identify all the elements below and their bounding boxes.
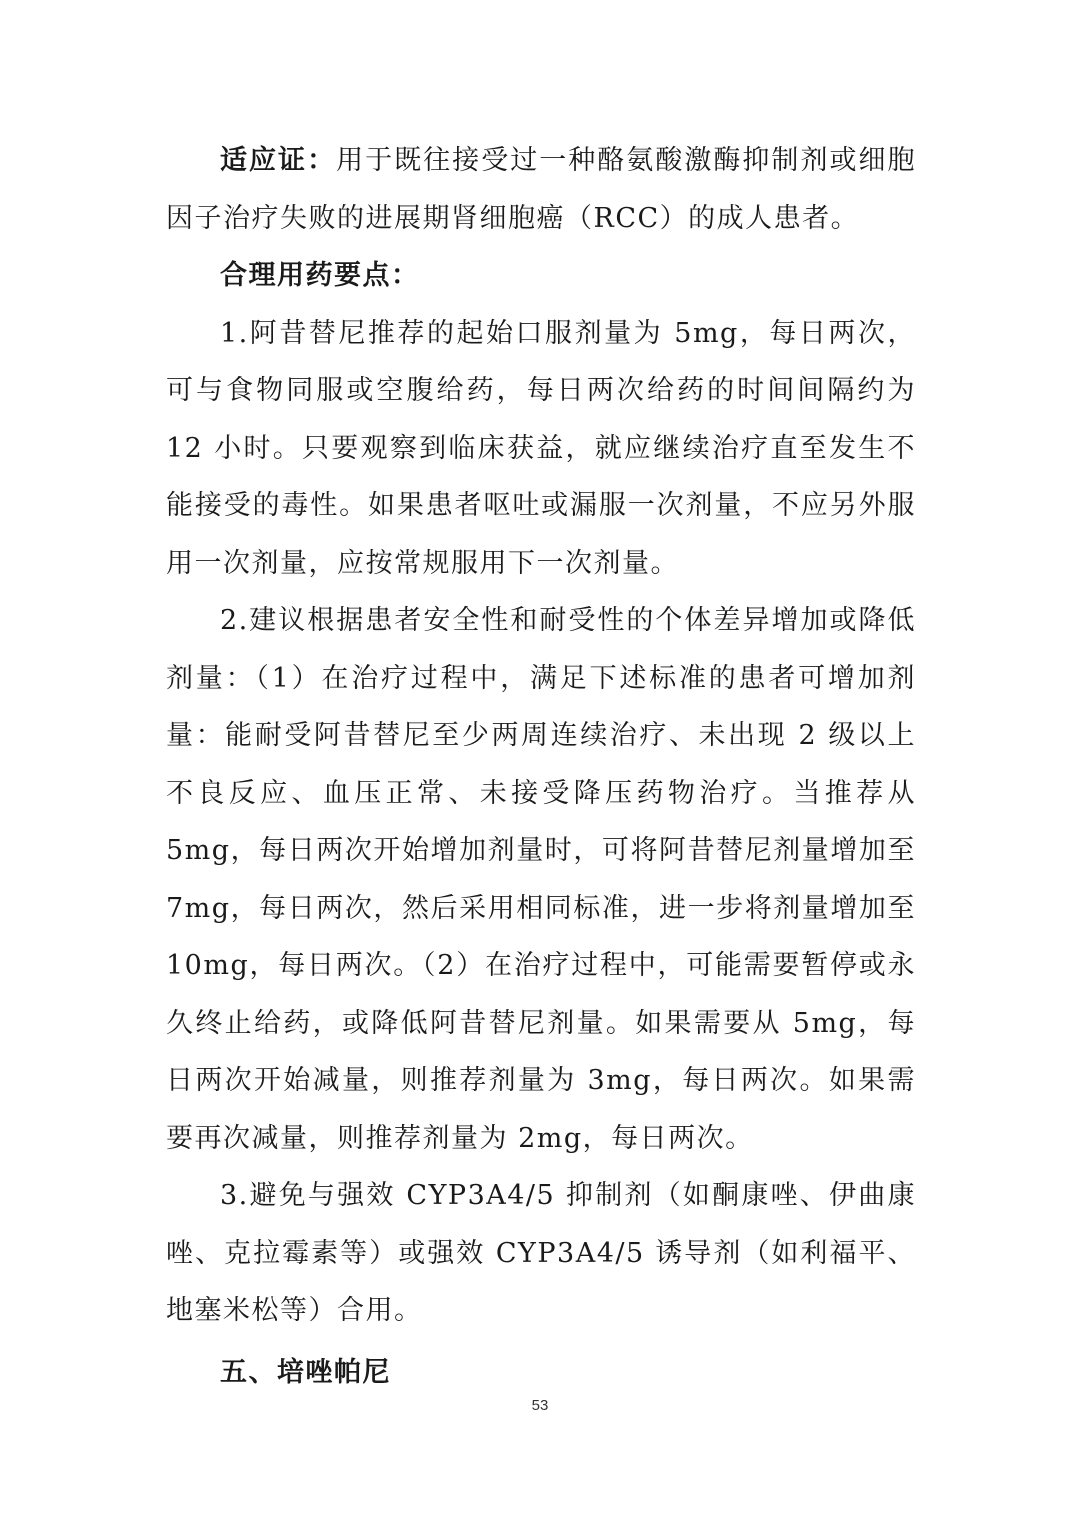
point-3: 3.避免与强效 CYP3A4/5 抑制剂（如酮康唑、伊曲康唑、克拉霉素等）或强效 CYP3A4/5 诱导剂（如利福平、地塞米松等）合用。 [166,1180,916,1326]
indication-text: 用于既往接受过一种酪氨酸激酶抑制剂或细胞因子治疗失败的进展期肾细胞癌（RCC）的成人患者。 [166,145,917,234]
indication-paragraph [166,132,916,247]
document-body [166,132,916,1401]
point-1: 1.阿昔替尼推荐的起始口服剂量为 5mg，每日两次，可与食物同服或空腹给药，每日两次给药的时间间隔约为 12 小时。只要观察到临床获益，就应继续治疗直至发生不能接受的毒性。如果患者呕吐或漏服一次剂量，不应另外服用一次剂量，应按常规服用下一次剂量。 [166,317,916,579]
page-number: 53 [531,1397,549,1414]
section-heading-five: 五、培唑帕尼 [220,1356,391,1388]
key-points-heading: 合理用药要点： [220,260,420,291]
indication-label: 适应证： [220,145,337,176]
point-2: 2.建议根据患者安全性和耐受性的个体差异增加或降低剂量：（1）在治疗过程中，满足下述标准的患者可增加剂量：能耐受阿昔替尼至少两周连续治疗、未出现 2 级以上不良反应、血压正常、未接受降压药物治疗。当推荐从 5mg，每日两次开始增加剂量时，可将阿昔替尼剂量增加至 7mg，每日两次，然后采用相同标准，进一步将剂量增加至 10mg，每日两次。（2）在治疗过程中，可能需要暂停或永久终止给药，或降低阿昔替尼剂量。如果需要从 5mg，每日两次开始减量，则推荐剂量为 3mg，每日两次。如果需要再次减量，则推荐剂量为 2mg，每日两次。 [166,605,916,1154]
